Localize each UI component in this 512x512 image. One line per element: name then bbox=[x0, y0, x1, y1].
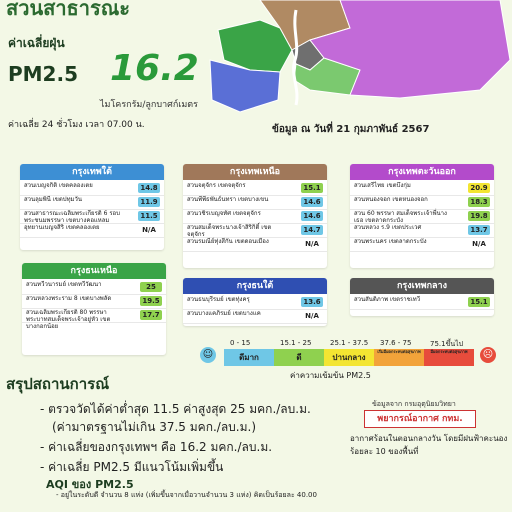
park-row bbox=[22, 280, 166, 295]
zone-title: กรุงเทพใต้ bbox=[20, 164, 164, 180]
scale-caption: ค่าความเข้มข้น PM2.5 bbox=[290, 371, 371, 380]
park-name: สวนธนบุรีรมย์ เขตทุ่งครุ bbox=[187, 296, 250, 303]
park-row bbox=[20, 223, 164, 238]
pm-value-badge: 15.1 bbox=[468, 297, 490, 307]
park-name: สวนหลวงพระราม 8 เขตบางพลัด bbox=[26, 295, 112, 302]
zone-title: กรุงเทพตะวันออก bbox=[350, 164, 494, 180]
zone-card-thon-south bbox=[183, 278, 327, 326]
forecast-title: พยากรณ์อากาศ กทม. bbox=[364, 410, 476, 428]
zone-card-bkk-south bbox=[20, 164, 164, 250]
park-row bbox=[20, 181, 164, 196]
park-name: สวนสมเด็จพระนางเจ้าสิริกิติ์ เขตจตุจักร bbox=[187, 224, 272, 238]
scale-level: เริ่มมีผลกระทบต่อสุขภาพ bbox=[374, 349, 424, 366]
park-name: สวนเสรีไทย เขตบึงกุ่ม bbox=[354, 182, 411, 189]
scale-range: 15.1 - 25 bbox=[280, 339, 312, 347]
zone-title: กรุงเทพเหนือ bbox=[183, 164, 327, 180]
page-title: สวนสาธารณะ bbox=[6, 0, 131, 20]
zone-card-bkk-east bbox=[350, 164, 494, 268]
park-name: อุทยานเบญจสิริ เขตคลองเตย bbox=[24, 224, 100, 231]
park-name: สวนหนองจอก เขตหนองจอก bbox=[354, 196, 428, 203]
pm-value-badge: 14.6 bbox=[301, 197, 323, 207]
scale-level: ดีมาก bbox=[224, 349, 274, 366]
bad-face-icon: ☹ bbox=[480, 347, 496, 363]
pm-value-badge: 13.6 bbox=[301, 297, 323, 307]
park-row bbox=[183, 223, 327, 238]
aqi-title: AQI ของ PM2.5 bbox=[46, 478, 134, 491]
aqi-note: - อยู่ในระดับดี จำนวน 8 แห่ง (เพิ่มขึ้นจากเมื่อวานจำนวน 3 แห่ง) คิดเป็นร้อยละ 40.00 bbox=[56, 491, 317, 499]
pm-value-badge: 14.6 bbox=[301, 211, 323, 221]
pm-value-badge: 15.1 bbox=[301, 183, 323, 193]
pm-value-badge: N/A bbox=[472, 240, 486, 248]
pm-scale bbox=[200, 339, 500, 379]
park-name: สวนพระนคร เขตลาดกระบัง bbox=[354, 238, 427, 245]
scale-level: ดี bbox=[274, 349, 324, 366]
zone-title: กรุงเทพกลาง bbox=[350, 278, 494, 294]
park-row bbox=[350, 223, 494, 238]
forecast-text: อากาศร้อนในตอนกลางวัน โดยมีฝนฟ้าคะนอง ร้อยละ 10 ของพื้นที่ bbox=[350, 434, 508, 456]
summary-title: สรุปสถานการณ์ bbox=[6, 375, 110, 393]
pm-value-badge: 25 bbox=[140, 282, 162, 292]
park-name: สวนหลวง ร.9 เขตประเวศ bbox=[354, 224, 422, 231]
scale-level: มีผลกระทบต่อสุขภาพ bbox=[424, 349, 474, 366]
park-name: สวนรมณีย์ทุ่งสีกัน เขตดอนเมือง bbox=[187, 238, 269, 245]
park-row bbox=[20, 209, 164, 224]
park-name: สวนสันติภาพ เขตราชเทวี bbox=[354, 296, 421, 303]
park-name: สวนเบญจกิติ เขตคลองเตย bbox=[24, 182, 93, 189]
zone-title: กรุงธนใต้ bbox=[183, 278, 327, 294]
park-name: สวนบางแคภิรมย์ เขตบางแค bbox=[187, 310, 261, 317]
pm-value-badge: 19.8 bbox=[468, 211, 490, 221]
park-row bbox=[183, 195, 327, 210]
zone-card-thon-north bbox=[22, 263, 166, 355]
pm-value-badge: 11.9 bbox=[138, 197, 160, 207]
park-row bbox=[20, 195, 164, 210]
avg-24h: ค่าเฉลี่ย 24 ชั่วโมง เวลา 07.00 น. bbox=[8, 120, 145, 130]
data-date: ข้อมูล ณ วันที่ 21 กุมภาพันธ์ 2567 bbox=[272, 124, 430, 135]
scale-range: 75.1ขึ้นไป bbox=[430, 340, 464, 348]
park-row bbox=[350, 295, 494, 310]
pm-value-badge: 14.7 bbox=[301, 225, 323, 235]
pm-value-badge: N/A bbox=[305, 312, 319, 320]
park-row bbox=[350, 237, 494, 252]
park-row bbox=[350, 195, 494, 210]
scale-range: 0 - 15 bbox=[230, 339, 251, 347]
pm-value-badge: 11.5 bbox=[138, 211, 160, 221]
park-name: สวน 60 พรรษา สมเด็จพระเจ้าพี่นางเธอ เขตลาดกระบัง bbox=[354, 210, 447, 224]
park-row bbox=[183, 309, 327, 324]
forecast-source: ข้อมูลจาก กรมอุตุนิยมวิทยา bbox=[372, 400, 456, 408]
park-name: สวนพีพีธพันธ์นทรา เขตบางเขน bbox=[187, 196, 269, 203]
pm-unit: ไมโครกรัม/ลูกบาศก์เมตร bbox=[100, 100, 198, 110]
pm-label: PM2.5 bbox=[8, 62, 78, 86]
park-row bbox=[22, 308, 166, 330]
park-row bbox=[183, 237, 327, 252]
pm-value-badge: 20.9 bbox=[468, 183, 490, 193]
park-name: สวนจตุจักร เขตจตุจักร bbox=[187, 182, 246, 189]
pm-value-badge: 18.3 bbox=[468, 197, 490, 207]
zone-title: กรุงธนเหนือ bbox=[22, 263, 166, 279]
zone-card-bkk-central bbox=[350, 278, 494, 316]
park-name: สวนวชิรเบญจทัศ เขตจตุจักร bbox=[187, 210, 261, 217]
zone-card-bkk-north bbox=[183, 164, 327, 268]
avg-label: ค่าเฉลี่ยฝุ่น bbox=[8, 36, 65, 50]
pm-value-badge: 19.5 bbox=[140, 296, 162, 306]
summary-line-1: - ตรวจวัดได้ค่าต่ำสุด 11.5 ค่าสูงสุด 25 มคก./ลบ.ม. bbox=[40, 402, 311, 416]
summary-line-3: - ค่าเฉลี่ยของกรุงเทพฯ คือ 16.2 มคก./ลบ.ม. bbox=[40, 440, 273, 454]
park-name: สวนลุมพินี เขตปทุมวัน bbox=[24, 196, 82, 203]
pm-value: 16.2 bbox=[110, 48, 199, 89]
park-row bbox=[350, 181, 494, 196]
scale-level: ปานกลาง bbox=[324, 349, 374, 366]
scale-range: 37.6 - 75 bbox=[380, 339, 412, 347]
park-row bbox=[183, 181, 327, 196]
summary-line-4: - ค่าเฉลี่ย PM2.5 มีแนวโน้มเพิ่มขึ้น bbox=[40, 460, 224, 474]
park-row bbox=[22, 294, 166, 309]
pm-value-badge: 13.7 bbox=[468, 225, 490, 235]
park-name: สวนสาธารณะเฉลิมพระเกียรติ 6 รอบพระชนมพรรษา เขตบางคอแหลม bbox=[24, 210, 120, 224]
summary-line-2: (ค่ามาตรฐานไม่เกิน 37.5 มคก./ลบ.ม.) bbox=[52, 420, 257, 434]
park-row bbox=[183, 209, 327, 224]
pm-value-badge: N/A bbox=[142, 226, 156, 234]
pm-value-badge: 14.8 bbox=[138, 183, 160, 193]
park-row bbox=[183, 295, 327, 310]
pm-value-badge: 17.7 bbox=[140, 310, 162, 320]
park-row bbox=[350, 209, 494, 224]
park-name: สวนเฉลิมพระเกียรติ 80 พรรษา พระบาทสมเด็จพระเจ้าอยู่หัว เขตบางกอกน้อย bbox=[26, 309, 111, 330]
pm-value-badge: N/A bbox=[305, 240, 319, 248]
scale-range: 25.1 - 37.5 bbox=[330, 339, 369, 347]
good-face-icon: ☺ bbox=[200, 347, 216, 363]
bangkok-zone-map bbox=[200, 0, 512, 115]
park-name: สวนทวีวนารมย์ เขตทวีวัฒนา bbox=[26, 281, 102, 288]
